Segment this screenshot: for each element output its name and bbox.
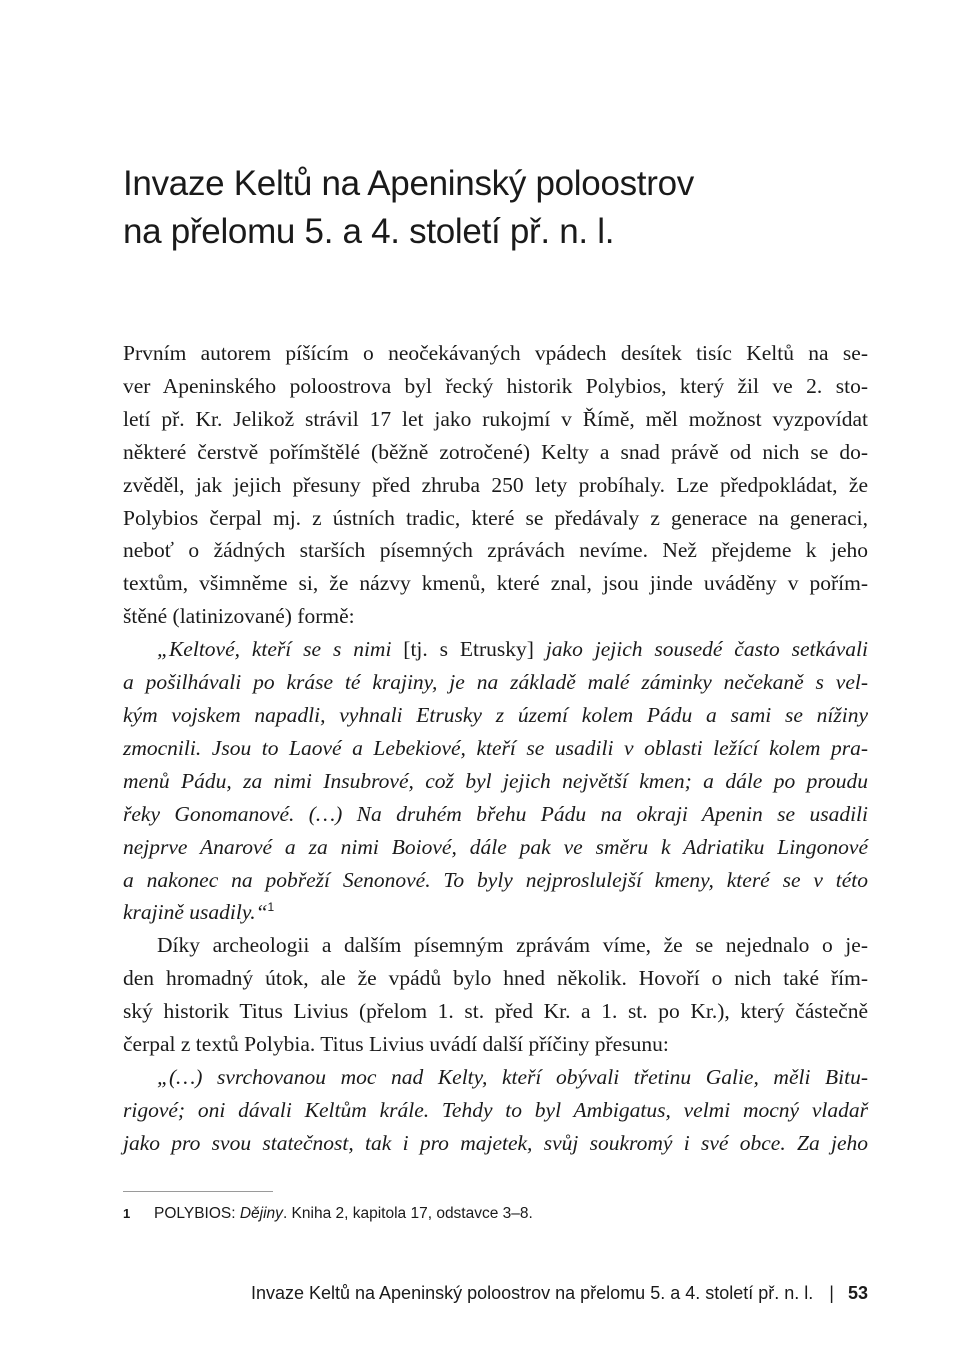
- quote-line: a pošilhávali po kráse té krajiny, je na základě malé záminky nečekaně s vel-: [123, 670, 868, 695]
- quote-text: „Keltové, kteří se s nimi: [157, 637, 404, 662]
- paragraph-2: [123, 929, 868, 1061]
- quote-text: krajině usadily.“: [123, 900, 268, 925]
- quote-last-line: [123, 896, 868, 929]
- text-line: letí př. Kr. Jelikož strávil 17 let jako rukojmí v Římě, měl možnost vyzpovídat: [123, 406, 868, 431]
- text-line: štěné (latinizované) formě:: [123, 604, 355, 629]
- text-line: neboť o žádných starších písemných zprávách nevíme. Než přejdeme k jeho: [123, 538, 868, 563]
- text-line: zvěděl, jak jejich přesuny před zhruba 250 lety probíhaly. Lze předpokládat, že: [123, 472, 868, 497]
- text-line: Polybios čerpal mj. z ústních tradic, které se předávaly z generace na generaci,: [123, 505, 868, 530]
- footnote: [123, 1204, 868, 1224]
- quote-polybios: [123, 633, 868, 929]
- text-line: Prvním autorem píšícím o neočekávaných vpádech desítek tisíc Keltů na se-: [123, 341, 868, 365]
- quote-line: kým vojskem napadli, vyhnali Etrusky z území kolem Pádu a sami se nížiny: [123, 702, 868, 727]
- text-line: den hromadný útok, ale že vpádů bylo hned několik. Hovoří o nich také řím-: [123, 966, 868, 991]
- text-line: některé čerstvě pořímštělé (běžně zotročené) Kelty a snad právě od nich se do-: [123, 439, 868, 464]
- footer-separator: |: [829, 1283, 834, 1303]
- footnote-work-title: Dějiny: [239, 1205, 283, 1222]
- quote-line: řeky Gonomanové. (…) Na druhém břehu Pádu na okraji Apenin se usadili: [123, 801, 868, 826]
- running-title: Invaze Keltů na Apeninský poloostrov na přelomu 5. a 4. století př. n. l.: [250, 1283, 814, 1303]
- footnote-author: POLYBIOS:: [154, 1205, 240, 1222]
- chapter-title-line-2: na přelomu 5. a 4. století př. n. l.: [123, 212, 615, 251]
- footnote-divider: [123, 1191, 273, 1192]
- text-line: čerpal z textů Polybia. Titus Livius uvádí další příčiny přesunu:: [123, 1032, 669, 1057]
- text-line: ver Apeninského poloostrova byl řecký historik Polybios, který žil ve 2. sto-: [123, 373, 868, 398]
- page-number: 53: [847, 1283, 868, 1303]
- footnote-reference[interactable]: 1: [267, 900, 275, 915]
- running-footer: [251, 1281, 868, 1305]
- quote-first-line: [123, 633, 868, 666]
- text-line: ský historik Titus Livius (přelom 1. st. před Kr. a 1. st. po Kr.), který částečně: [123, 999, 868, 1024]
- quote-line: menů Pádu, za nimi Insubrové, což byl jejich největší kmen; a dále po proudu: [123, 768, 868, 793]
- quote-livius: [123, 1061, 868, 1160]
- text-line: textům, všimněme si, že názvy kmenů, které znal, jsou jinde uváděny v pořím-: [123, 571, 868, 596]
- editorial-insertion: [tj. s Etrusky]: [403, 637, 534, 662]
- quote-line: zmocnili. Jsou to Laové a Lebekiové, kteří se usadili v oblasti ležící kolem pra-: [123, 735, 868, 760]
- text-line: Díky archeologii a dalším písemným zprávám víme, že se nejednalo o je-: [157, 933, 868, 958]
- quote-line: jako pro svou statečnost, tak i pro majetek, svůj soukromý i své obce. Za jeho: [123, 1130, 868, 1155]
- quote-line: „(…) svrchovanou moc nad Kelty, kteří obývali třetinu Galie, měli Bitu-: [157, 1064, 868, 1089]
- chapter-title: [123, 160, 843, 256]
- footnote-citation: . Kniha 2, kapitola 17, odstavce 3–8.: [282, 1205, 533, 1222]
- quote-line: nejprve Anarové a za nimi Boiové, dále pak ve směru k Adriatiku Lingonové: [123, 834, 868, 859]
- paragraph-1: [123, 337, 868, 633]
- footnote-number: 1: [123, 1206, 131, 1221]
- quote-line: a nakonec na pobřeží Senonové. To byly nejproslulejší kmeny, které se v této: [123, 867, 868, 892]
- quote-text: jako jejich sousedé často setkávali: [533, 637, 868, 662]
- chapter-title-line-1: Invaze Keltů na Apeninský poloostrov: [123, 164, 694, 203]
- body-text: [123, 337, 868, 1160]
- quote-line: rigové; oni dávali Keltům krále. Tehdy to byl Ambigatus, velmi mocný vladař: [123, 1097, 868, 1122]
